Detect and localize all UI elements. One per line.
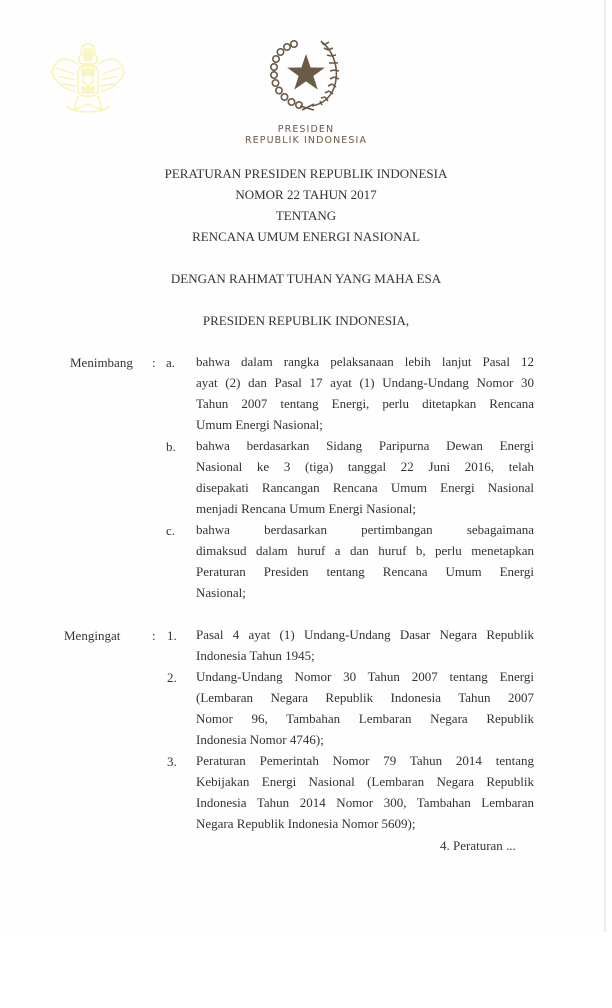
text-line: bahwa berdasarkan pertimbangan sebagaimana [196, 522, 534, 537]
mengingat-marker-1: 1. [167, 628, 177, 643]
text-line: Indonesia Tahun 2014 Nomor 300, Tambahan Lembaran [196, 795, 534, 810]
text-line: Kebijakan Energi Nasional (Lembaran Negara Republik [196, 774, 534, 789]
regulation-title: PERATURAN PRESIDEN REPUBLIK INDONESIA [164, 166, 448, 181]
text-line: Umum Energi Nasional; [196, 417, 323, 432]
mengingat-label: Mengingat [64, 628, 121, 643]
text-line: Indonesia Tahun 1945; [196, 648, 315, 663]
regulation-tentang: TENTANG [275, 208, 337, 223]
mengingat-marker-3: 3. [167, 754, 177, 769]
menimbang-marker-c: c. [166, 523, 176, 538]
text-line: Nasional ke 3 (tiga) tanggal 22 Juni 2016, telah [196, 459, 534, 474]
mengingat-item-3 [196, 750, 534, 834]
letterhead-republik-indonesia: REPUBLIK INDONESIA [244, 135, 368, 146]
text-line: menjadi Rencana Umum Energi Nasional; [196, 501, 416, 516]
text-line: Indonesia Nomor 4746); [196, 732, 324, 747]
text-line: disepakati Rancangan Rencana Umum Energi Nasional [196, 480, 534, 495]
mengingat-item-1 [196, 624, 534, 666]
text-line: bahwa berdasarkan Sidang Paripurna Dewan Energi [196, 438, 534, 453]
menimbang-marker-b: b. [166, 439, 176, 454]
mengingat-colon: : [152, 628, 156, 643]
mengingat-marker-2: 2. [167, 670, 177, 685]
regulation-number: NOMOR 22 TAHUN 2017 [235, 187, 377, 202]
text-line: Nomor 96, Tambahan Lembaran Negara Republik [196, 711, 534, 726]
text-line: Peraturan Presiden tentang Rencana Umum Energi [196, 564, 534, 579]
presidential-emblem-icon [268, 36, 344, 112]
menimbang-item-a [196, 351, 534, 435]
text-line: Pasal 4 ayat (1) Undang-Undang Dasar Negara Republik [196, 627, 534, 642]
text-line: bahwa dalam rangka pelaksanaan lebih lanjut Pasal 12 [196, 354, 534, 369]
garuda-watermark-icon [48, 34, 128, 120]
text-line: Peraturan Pemerintah Nomor 79 Tahun 2014 tentang [196, 753, 534, 768]
invocation: DENGAN RAHMAT TUHAN YANG MAHA ESA [170, 271, 442, 286]
text-line: ayat (2) dan Pasal 17 ayat (1) Undang-Undang Nomor 30 [196, 375, 534, 390]
text-line: Tahun 2007 tentang Energi, perlu ditetapkan Rencana [196, 396, 534, 411]
text-line: (Lembaran Negara Republik Indonesia Tahun 2007 [196, 690, 534, 705]
issuer: PRESIDEN REPUBLIK INDONESIA, [202, 313, 410, 328]
text-line: Undang-Undang Nomor 30 Tahun 2007 tentang Energi [196, 669, 534, 684]
menimbang-item-b [196, 435, 534, 519]
menimbang-marker-a: a. [166, 355, 176, 370]
regulation-subject: RENCANA UMUM ENERGI NASIONAL [192, 229, 420, 244]
text-line: Negara Republik Indonesia Nomor 5609); [196, 816, 416, 831]
menimbang-item-c [196, 519, 534, 603]
menimbang-label: Menimbang [70, 355, 133, 370]
text-line: Nasional; [196, 585, 246, 600]
page-continuation-catchword: 4. Peraturan ... [440, 838, 516, 853]
menimbang-colon: : [152, 355, 156, 370]
letterhead-presiden: PRESIDEN [277, 124, 335, 135]
text-line: dimaksud dalam huruf a dan huruf b, perlu menetapkan [196, 543, 534, 558]
mengingat-item-2 [196, 666, 534, 750]
page-edge-shadow [604, 0, 606, 932]
below-page-area [0, 932, 612, 1008]
